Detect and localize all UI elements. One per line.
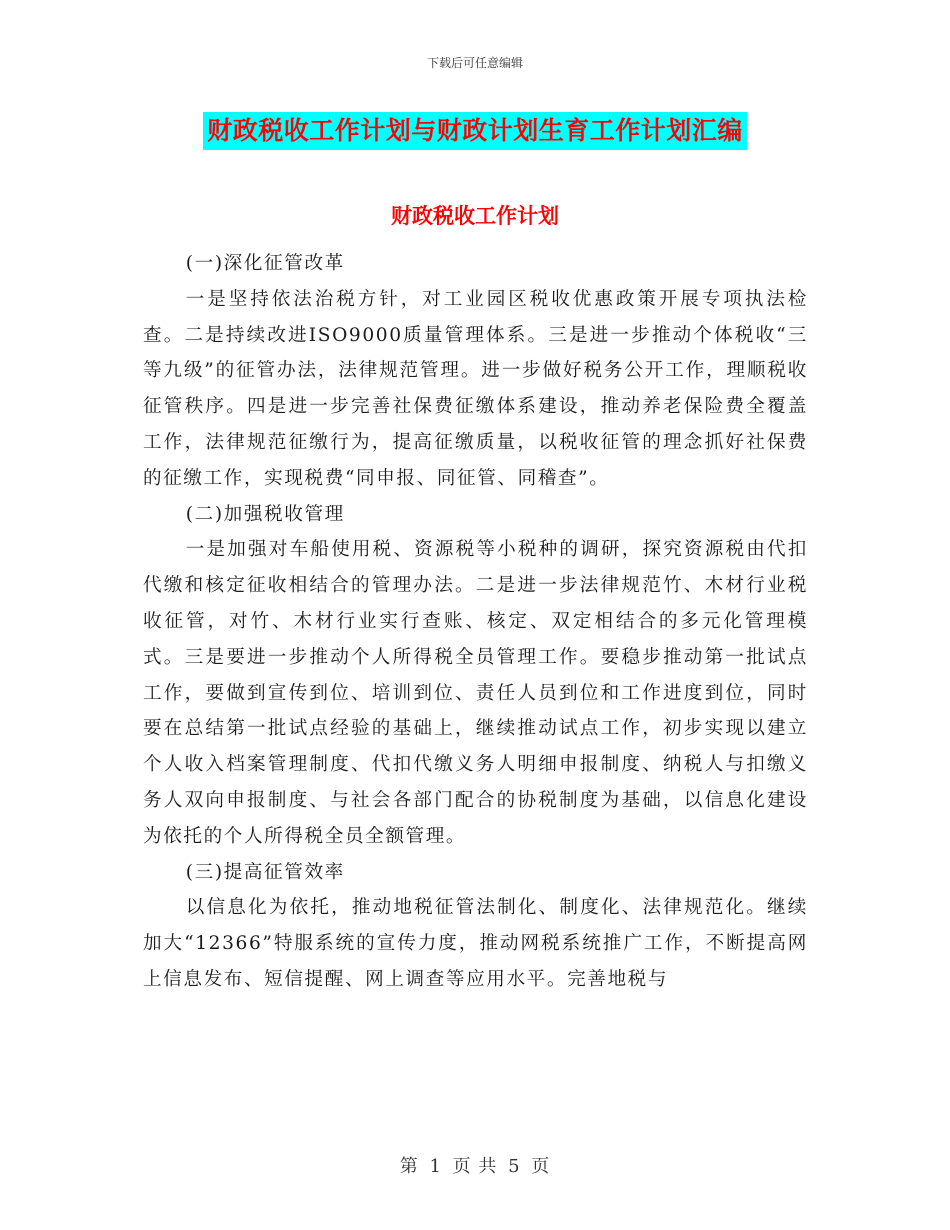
page-footer <box>0 1152 950 1178</box>
paragraph-1: 一是坚持依法治税方针，对工业园区税收优惠政策开展专项执法检查。二是持续改进ISO9000质量管理体系。三是进一步推动个体税收“三等九级”的征管办法，法律规范管理。进一步做好税务公开工作，理顺税收征管秩序。四是进一步完善社保费征缴体系建设，推动养老保险费全覆盖工作，法律规范征缴行为，提高征缴质量，以税收征管的理念抓好社保费的征缴工作，实现税费“同申报、同征管、同稽查”。 <box>143 288 808 489</box>
main-title-wrap <box>0 112 950 150</box>
subheading-1: (一)深化征管改革 <box>185 253 345 274</box>
paragraph-2: 一是加强对车船使用税、资源税等小税种的调研，探究资源税由代扣代缴和核定征收相结合的管理办法。二是进一步法律规范竹、木材行业税收征管，对竹、木材行业实行查账、核定、双定相结合的多元化管理模式。三是要进一步推动个人所得税全员管理工作。要稳步推动第一批试点工作，要做到宣传到位、培训到位、责任人员到位和工作进度到位，同时要在总结第一批试点经验的基础上，继续推动试点工作，初步实现以建立个人收入档案管理制度、代扣代缴义务人明细申报制度、纳税人与扣缴义务人双向申报制度、与社会各部门配合的协税制度为基础，以信息化建设为依托的个人所得税全员全额管理。 <box>143 539 808 847</box>
document-body <box>143 246 808 998</box>
subheading-3: (三)提高征管效率 <box>185 861 345 883</box>
section-title: 财政税收工作计划 <box>391 203 559 228</box>
footer-suffix: 页 <box>531 1156 551 1177</box>
footer-middle: 页 共 <box>452 1156 498 1177</box>
paragraph-3: 以信息化为依托，推动地税征管法制化、制度化、法律规范化。继续加大“12366”特服系统的宣传力度，推动网税系统推广工作，不断提高网上信息发布、短信提醒、网上调查等应用水平。完善地税与 <box>143 897 808 990</box>
subheading-2: (二)加强税收管理 <box>185 503 345 525</box>
header-note: 下载后可任意编辑 <box>426 56 523 70</box>
footer-page-number: 1 <box>429 1156 442 1177</box>
main-title: 财政税收工作计划与财政计划生育工作计划汇编 <box>203 112 747 150</box>
footer-prefix: 第 <box>399 1156 419 1177</box>
footer-total-pages: 5 <box>508 1156 521 1177</box>
